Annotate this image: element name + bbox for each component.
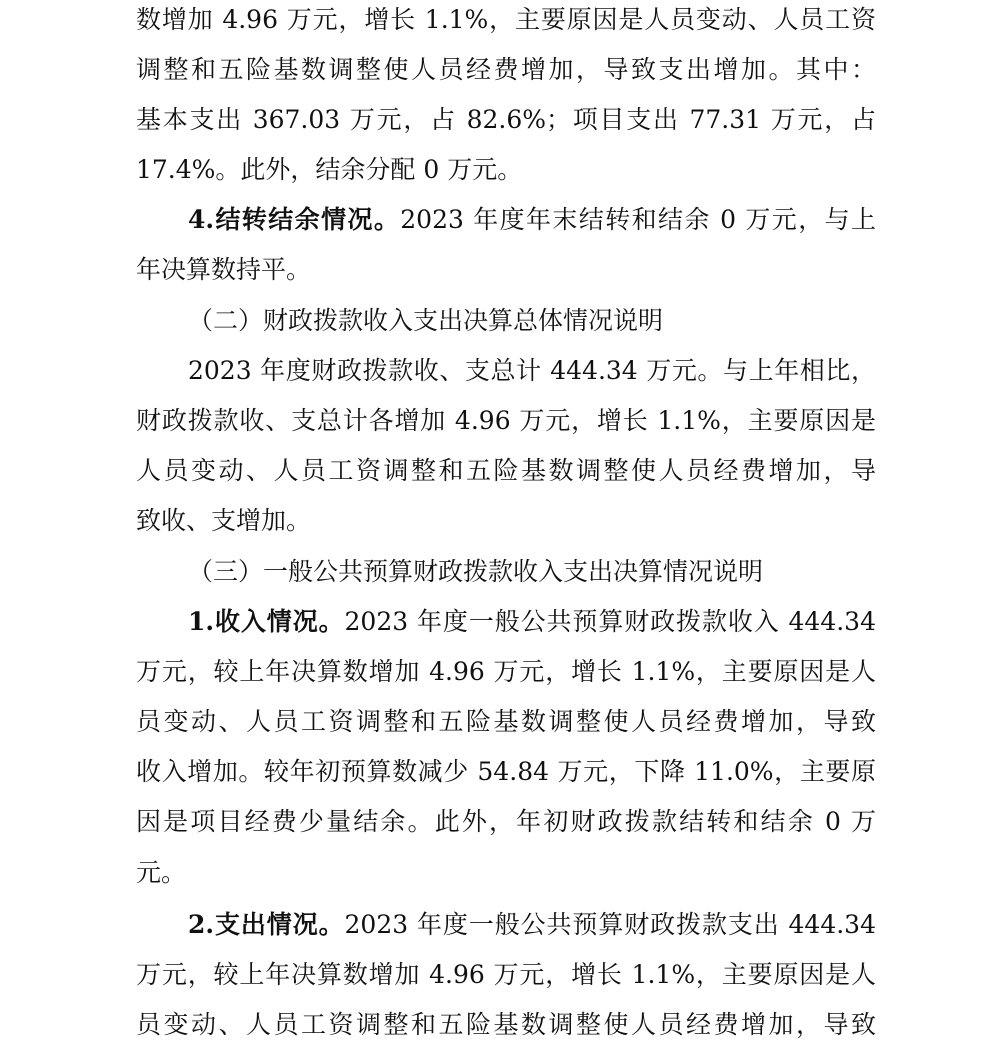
paragraph-text: 2023 年度一般公共预算财政拨款收入 444.34 xyxy=(344,607,876,636)
section-title: （二）财政拨款收入支出决算总体情况说明 xyxy=(188,306,664,335)
paragraph-line: 调整和五险基数调整使人员经费增加，导致支出增加。其中： xyxy=(136,55,876,84)
paragraph-line: 万元，较上年决算数增加 4.96 万元，增长 1.1%，主要原因是人 xyxy=(136,960,876,989)
paragraph-line: 数增加 4.96 万元，增长 1.1%，主要原因是人员变动、人员工资 xyxy=(136,5,876,34)
paragraph-line: 人员变动、人员工资调整和五险基数调整使人员经费增加，导 xyxy=(136,456,876,485)
paragraph-line: 万元，较上年决算数增加 4.96 万元，增长 1.1%，主要原因是人 xyxy=(136,657,876,686)
paragraph-line: 财政拨款收、支总计各增加 4.96 万元，增长 1.1%，主要原因是 xyxy=(136,406,876,435)
paragraph-heading: 2.支出情况。 xyxy=(188,910,345,939)
paragraph-line: 员变动、人员工资调整和五险基数调整使人员经费增加，导致 xyxy=(136,1010,876,1039)
paragraph-text: 2023 年度年末结转和结余 0 万元，与上 xyxy=(400,205,876,234)
section-title: （三）一般公共预算财政拨款收入支出决算情况说明 xyxy=(188,557,764,586)
paragraph-first-line xyxy=(188,195,876,245)
paragraph-line: 员变动、人员工资调整和五险基数调整使人员经费增加，导致 xyxy=(136,707,876,736)
paragraph-first-line: 2023 年度财政拨款收、支总计 444.34 万元。与上年相比， xyxy=(188,356,876,385)
paragraph-line: 年决算数持平。 xyxy=(136,255,312,284)
paragraph-line: 致收、支增加。 xyxy=(136,506,312,535)
paragraph-heading: 4.结转结余情况。 xyxy=(188,205,401,234)
paragraph-line: 17.4%。此外，结余分配 0 万元。 xyxy=(136,155,523,184)
paragraph-line: 因是项目经费少量结余。此外，年初财政拨款结转和结余 0 万 xyxy=(136,807,876,836)
paragraph-line: 收入增加。较年初预算数减少 54.84 万元，下降 11.0%，主要原 xyxy=(136,757,876,786)
paragraph-line: 基本支出 367.03 万元，占 82.6%；项目支出 77.31 万元，占 xyxy=(136,105,876,134)
paragraph-heading: 1.收入情况。 xyxy=(188,607,345,636)
paragraph-line: 元。 xyxy=(136,858,187,887)
paragraph-first-line xyxy=(188,597,876,647)
paragraph-first-line xyxy=(188,900,876,950)
paragraph-text: 2023 年度一般公共预算财政拨款支出 444.34 xyxy=(344,910,876,939)
